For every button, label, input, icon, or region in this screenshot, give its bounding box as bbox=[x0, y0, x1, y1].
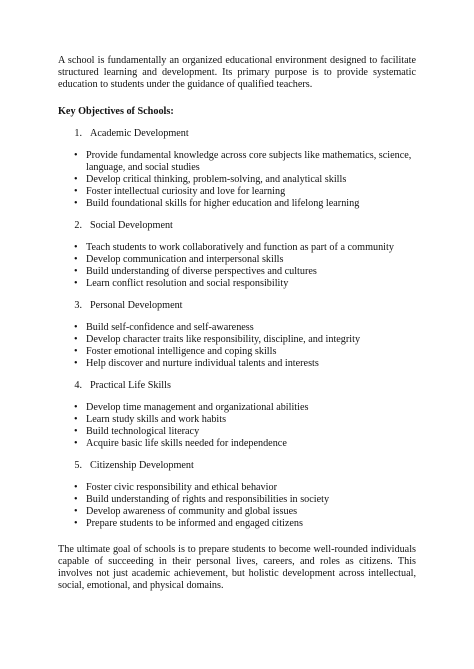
list-item-text: Build technological literacy bbox=[86, 426, 200, 437]
bullet-icon: • bbox=[74, 426, 78, 437]
list-item bbox=[58, 518, 416, 530]
list-item-text: Prepare students to be informed and engaged citizens bbox=[86, 518, 303, 529]
bullet-icon: • bbox=[74, 278, 78, 289]
section-number: 5. bbox=[74, 460, 82, 471]
bullet-icon: • bbox=[74, 266, 78, 277]
list-item-text: Develop communication and interpersonal skills bbox=[86, 254, 284, 265]
bullet-icon: • bbox=[74, 334, 78, 345]
list-item-text: Learn conflict resolution and social responsibility bbox=[86, 278, 289, 289]
list-item bbox=[58, 438, 416, 450]
bullet-icon: • bbox=[74, 322, 78, 333]
objective-section bbox=[58, 128, 416, 210]
section-title bbox=[58, 220, 416, 232]
list-item bbox=[58, 254, 416, 266]
section-number: 4. bbox=[74, 380, 82, 391]
section-title-text: Social Development bbox=[90, 220, 173, 231]
objectives-list bbox=[58, 128, 416, 530]
list-item bbox=[58, 494, 416, 506]
section-title-text: Citizenship Development bbox=[90, 460, 194, 471]
section-title bbox=[58, 460, 416, 472]
section-number: 2. bbox=[74, 220, 82, 231]
section-title bbox=[58, 300, 416, 312]
section-title-text: Practical Life Skills bbox=[90, 380, 171, 391]
list-item bbox=[58, 266, 416, 278]
objectives-heading: Key Objectives of Schools: bbox=[58, 106, 174, 117]
section-title-text: Personal Development bbox=[90, 300, 183, 311]
list-item-text: Develop character traits like responsibility, discipline, and integrity bbox=[86, 334, 361, 345]
bullet-list bbox=[58, 242, 416, 290]
section-number: 1. bbox=[74, 128, 82, 139]
list-item-text: Foster intellectual curiosity and love for learning bbox=[86, 186, 286, 197]
list-item bbox=[58, 414, 416, 426]
objective-section bbox=[58, 460, 416, 530]
list-item-text: Foster civic responsibility and ethical behavior bbox=[86, 482, 277, 493]
list-item bbox=[58, 198, 416, 210]
section-number: 3. bbox=[74, 300, 82, 311]
bullet-icon: • bbox=[74, 198, 78, 209]
section-title-text: Academic Development bbox=[90, 128, 189, 139]
list-item bbox=[58, 426, 416, 438]
list-item-text: Build understanding of rights and responsibilities in society bbox=[86, 494, 330, 505]
list-item-text: Build self-confidence and self-awareness bbox=[86, 322, 254, 333]
list-item-text: Help discover and nurture individual talents and interests bbox=[86, 358, 319, 369]
list-item-text: Provide fundamental knowledge across core subjects like mathematics, science, language, and social studies bbox=[86, 150, 412, 173]
list-item-text: Develop time management and organizational abilities bbox=[86, 402, 309, 413]
bullet-icon: • bbox=[74, 414, 78, 425]
bullet-icon: • bbox=[74, 186, 78, 197]
bullet-icon: • bbox=[74, 402, 78, 413]
list-item bbox=[58, 322, 416, 334]
bullet-list bbox=[58, 482, 416, 530]
objective-section bbox=[58, 220, 416, 290]
bullet-list bbox=[58, 322, 416, 370]
list-item bbox=[58, 278, 416, 290]
section-title bbox=[58, 380, 416, 392]
list-item bbox=[58, 358, 416, 370]
list-item-text: Build foundational skills for higher education and lifelong learning bbox=[86, 198, 360, 209]
list-item-text: Develop critical thinking, problem-solving, and analytical skills bbox=[86, 174, 347, 185]
list-item bbox=[58, 242, 416, 254]
objective-section bbox=[58, 300, 416, 370]
bullet-icon: • bbox=[74, 254, 78, 265]
list-item bbox=[58, 174, 416, 186]
list-item-text: Develop awareness of community and global issues bbox=[86, 506, 298, 517]
list-item-text: Foster emotional intelligence and coping skills bbox=[86, 346, 277, 357]
list-item-text: Build understanding of diverse perspectives and cultures bbox=[86, 266, 317, 277]
bullet-icon: • bbox=[74, 174, 78, 185]
conclusion-paragraph: The ultimate goal of schools is to prepare students to become well-rounded individuals capable of succeeding in their personal lives, careers, and roles as citizens. This involves not just academic achievement, but holistic development across intellectual, social, emotional, and physical domains. bbox=[58, 544, 416, 591]
list-item bbox=[58, 346, 416, 358]
bullet-icon: • bbox=[74, 346, 78, 357]
list-item-text: Acquire basic life skills needed for independence bbox=[86, 438, 287, 449]
intro-paragraph: A school is fundamentally an organized educational environment designed to facilitate structured learning and development. Its primary purpose is to provide systematic education to students under the guidance of qualified teachers. bbox=[58, 55, 416, 90]
objective-section bbox=[58, 380, 416, 450]
bullet-icon: • bbox=[74, 482, 78, 493]
list-item bbox=[58, 186, 416, 198]
bullet-list bbox=[58, 402, 416, 450]
list-item bbox=[58, 150, 416, 174]
bullet-icon: • bbox=[74, 438, 78, 449]
bullet-icon: • bbox=[74, 150, 78, 161]
list-item bbox=[58, 402, 416, 414]
bullet-icon: • bbox=[74, 358, 78, 369]
bullet-list bbox=[58, 150, 416, 210]
bullet-icon: • bbox=[74, 506, 78, 517]
list-item bbox=[58, 334, 416, 346]
section-title bbox=[58, 128, 416, 140]
bullet-icon: • bbox=[74, 494, 78, 505]
list-item-text: Learn study skills and work habits bbox=[86, 414, 227, 425]
bullet-icon: • bbox=[74, 518, 78, 529]
list-item bbox=[58, 482, 416, 494]
bullet-icon: • bbox=[74, 242, 78, 253]
list-item-text: Teach students to work collaboratively and function as part of a community bbox=[86, 242, 394, 253]
list-item bbox=[58, 506, 416, 518]
